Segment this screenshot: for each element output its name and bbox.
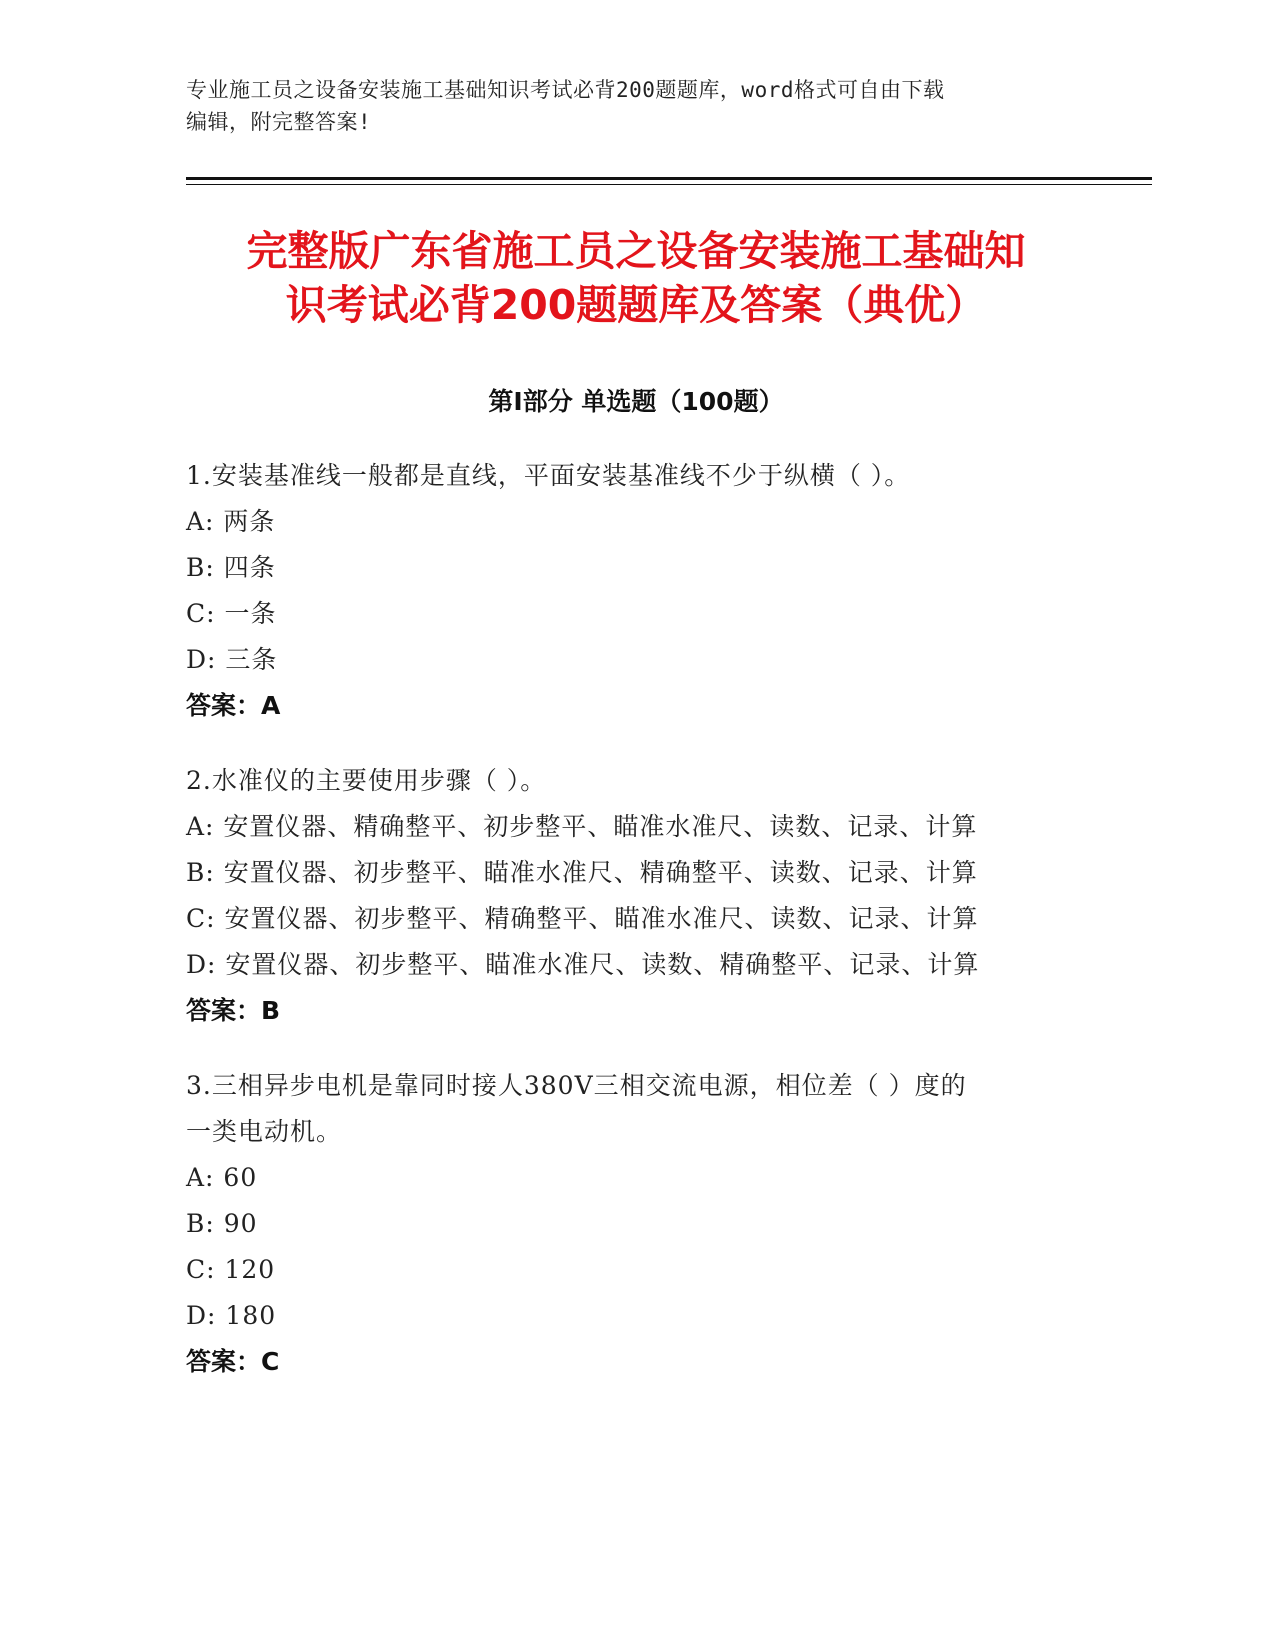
- section-title: 第Ⅰ部分 单选题（100题）: [488, 387, 784, 416]
- answer-label: 答案：C: [186, 1347, 280, 1376]
- header-note: [186, 74, 1086, 138]
- option-b: B: 90: [186, 1209, 258, 1238]
- question-stem: 3.三相异步电机是靠同时接人380V三相交流电源，相位差（ ）度的: [186, 1071, 967, 1100]
- question-stem-continued: 一类电动机。: [186, 1117, 343, 1146]
- option-c: C: 120: [186, 1255, 276, 1284]
- option-a: A: 安置仪器、精确整平、初步整平、瞄准水准尺、读数、记录、计算: [186, 812, 978, 841]
- option-b: B: 安置仪器、初步整平、瞄准水准尺、精确整平、读数、记录、计算: [186, 858, 978, 887]
- document-title: [186, 224, 1086, 332]
- title-line: 完整版广东省施工员之设备安装施工基础知: [246, 227, 1026, 275]
- option-b: B: 四条: [186, 553, 276, 582]
- option-c: C: 一条: [186, 599, 277, 628]
- answer-label: 答案：A: [186, 691, 281, 720]
- header-divider-thick: [186, 177, 1152, 180]
- question-2: [186, 758, 1086, 1034]
- header-note-line: 编辑，附完整答案!: [186, 110, 372, 134]
- header-note-line: 专业施工员之设备安装施工基础知识考试必背200题题库，word格式可自由下载: [186, 78, 945, 102]
- answer-label: 答案：B: [186, 996, 281, 1025]
- header-divider-thin: [186, 184, 1152, 185]
- question-stem: 1.安装基准线一般都是直线，平面安装基准线不少于纵横（ ）。: [186, 461, 911, 490]
- title-line: 识考试必背200题题库及答案（典优）: [285, 281, 987, 329]
- option-d: D: 三条: [186, 645, 278, 674]
- option-a: A: 60: [186, 1163, 258, 1192]
- option-a: A: 两条: [186, 507, 276, 536]
- option-c: C: 安置仪器、初步整平、精确整平、瞄准水准尺、读数、记录、计算: [186, 904, 979, 933]
- option-d: D: 180: [186, 1301, 277, 1330]
- question-1: [186, 453, 1086, 729]
- option-d: D: 安置仪器、初步整平、瞄准水准尺、读数、精确整平、记录、计算: [186, 950, 980, 979]
- question-3: [186, 1063, 1086, 1385]
- question-stem: 2.水准仪的主要使用步骤（ ）。: [186, 766, 547, 795]
